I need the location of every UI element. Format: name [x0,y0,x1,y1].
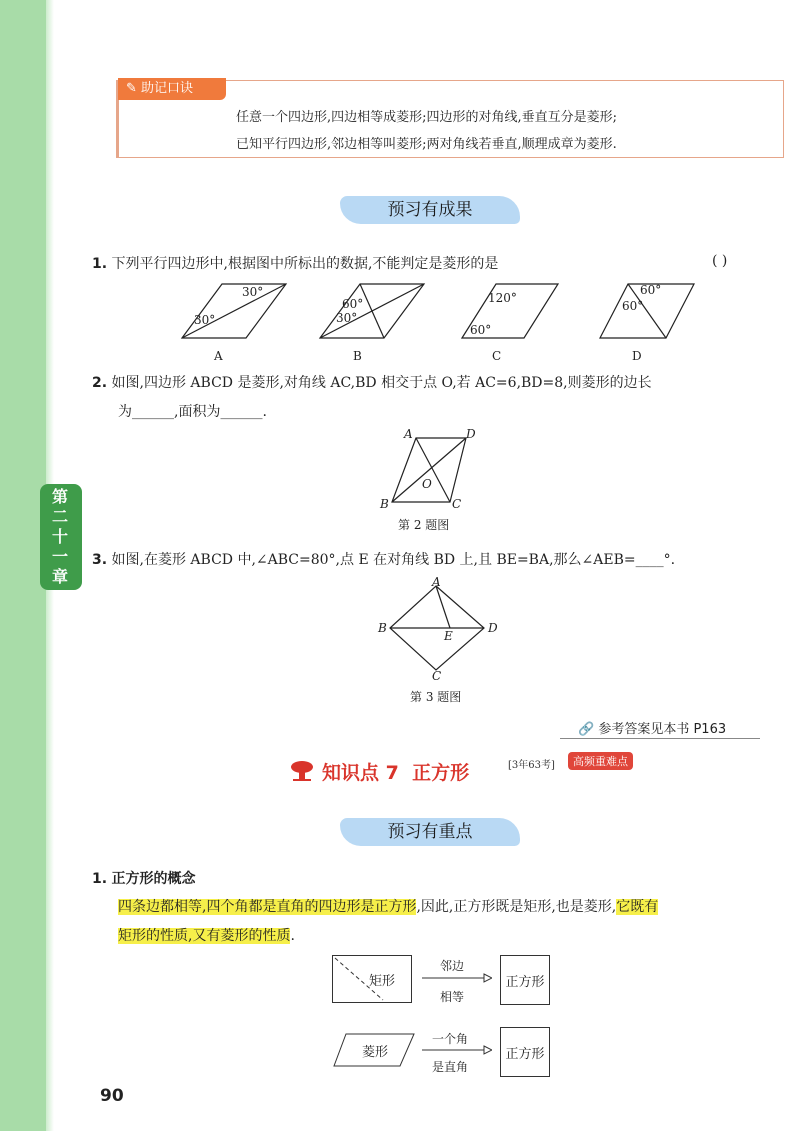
question-text: 下列平行四边形中,根据图中所标出的数据,不能判定是菱形的是 [111,256,499,272]
question-text: 如图,四边形 ABCD 是菱形,对角线 AC,BD 相交于点 O,若 AC=6,BD=8,则菱形的边长 [111,375,652,391]
angle-label: 30° [242,285,264,299]
arrow-label-top: 一个角 [432,1032,469,1046]
rhombus-label: 菱形 [361,1044,388,1060]
rectangle-label: 矩形 [368,973,395,989]
square-box: 正方形 [500,1027,550,1077]
mnemonic-line-1: 任意一个四边形,四边相等成菱形;四边形的对角线,垂直互分是菱形; [236,110,618,125]
arrow [422,1044,492,1056]
concept-number: 1. [92,871,108,887]
figure-a-diagonal [182,284,286,338]
point-label: B [378,621,387,635]
question-number: 3. [92,552,108,568]
arrow-label-top: 邻边 [440,959,465,973]
q3-caption: 第 3 题图 [410,690,462,704]
rectangle-box [332,955,412,1003]
question-number: 2. [92,375,108,391]
angle-label: 60° [622,299,644,313]
answer-reference-text: 参考答案见本书 P163 [598,722,727,737]
point-label: O [422,477,432,491]
point-label: A [432,575,441,589]
highlight-property: 它既有 [616,899,659,915]
pencil-icon: ✎ [126,81,142,96]
answer-underline [560,738,760,739]
point-label: B [380,497,389,511]
arrow-label-bottom: 是直角 [432,1060,469,1074]
angle-label: 60° [470,323,492,337]
q2-caption: 第 2 题图 [398,518,450,532]
mnemonic-line-2: 已知平行四边形,邻边相等叫菱形;两对角线若垂直,顺理成章为菱形. [236,137,617,152]
point-label: C [432,669,442,682]
highlight-definition: 四条边都相等,四个角都是直角的四边形是正方形 [118,899,417,915]
concept-title: 正方形的概念 [111,871,196,887]
chapter-tab [40,484,82,590]
figure-label: D [632,349,642,363]
concept-paragraph-line-2 [118,925,295,945]
point-label: E [444,629,453,643]
angle-label: 60° [640,283,662,297]
point-label: A [404,427,413,441]
chapter-char: 二 [51,507,70,526]
highlight-property: 矩形的性质,又有菱形的性质 [118,928,291,944]
angle-label: 30° [336,311,358,325]
knowledge-tag: [3年63考] [508,760,555,771]
figure-label: B [353,349,362,363]
diagonal-bd [392,438,466,502]
question-text: 如图,在菱形 ABCD 中,∠ABC=80°,点 E 在对角线 BD 上,且 BE=BA,那么∠AEB=____°. [111,552,676,568]
question-number: 1. [92,256,108,272]
knowledge-badge: 高频重难点 [568,752,633,770]
question-2-line-2: 为______,面积为______. [118,404,267,420]
diagonal-ac [416,438,450,502]
knowledge-title: 知识点 7 正方形 [322,762,470,784]
angle-label: 30° [194,313,216,327]
concept-heading [92,868,196,888]
q3-figure [372,574,506,682]
chapter-char: 第 [51,487,70,506]
concept-text: ,因此,正方形既是矩形,也是菱形, [416,899,617,915]
section-banner: 预习有成果 [340,196,520,224]
figure-b-diagonal [360,284,384,338]
answer-reference [578,718,726,737]
arrow [422,972,492,984]
question-1 [92,253,498,273]
concept-paragraph-line-1 [118,896,658,916]
link-icon: 🔗 [578,722,595,737]
chapter-char: 一 [51,547,70,566]
concept-text: . [290,928,295,944]
square-box: 正方形 [500,955,550,1005]
question-2 [92,372,652,392]
chapter-char: 十 [51,527,70,546]
q2-figure [370,424,480,516]
section-banner: 预习有重点 [340,818,520,846]
point-label: C [452,497,462,511]
page-number: 90 [100,1086,124,1106]
answer-paren: ( ) [712,253,728,269]
angle-label: 120° [488,291,517,305]
arrow-label-bottom: 相等 [440,990,465,1004]
figure-label: C [492,349,502,363]
point-label: D [466,427,476,441]
q1-figures [170,276,730,368]
mushroom-icon [290,760,314,782]
mnemonic-tag-label: 助记口诀 [141,81,194,96]
angle-label: 60° [342,297,364,311]
point-label: D [488,621,498,635]
chapter-char: 章 [51,567,70,586]
figure-label: A [214,349,223,363]
mnemonic-tag [118,78,226,100]
question-3 [92,549,675,569]
